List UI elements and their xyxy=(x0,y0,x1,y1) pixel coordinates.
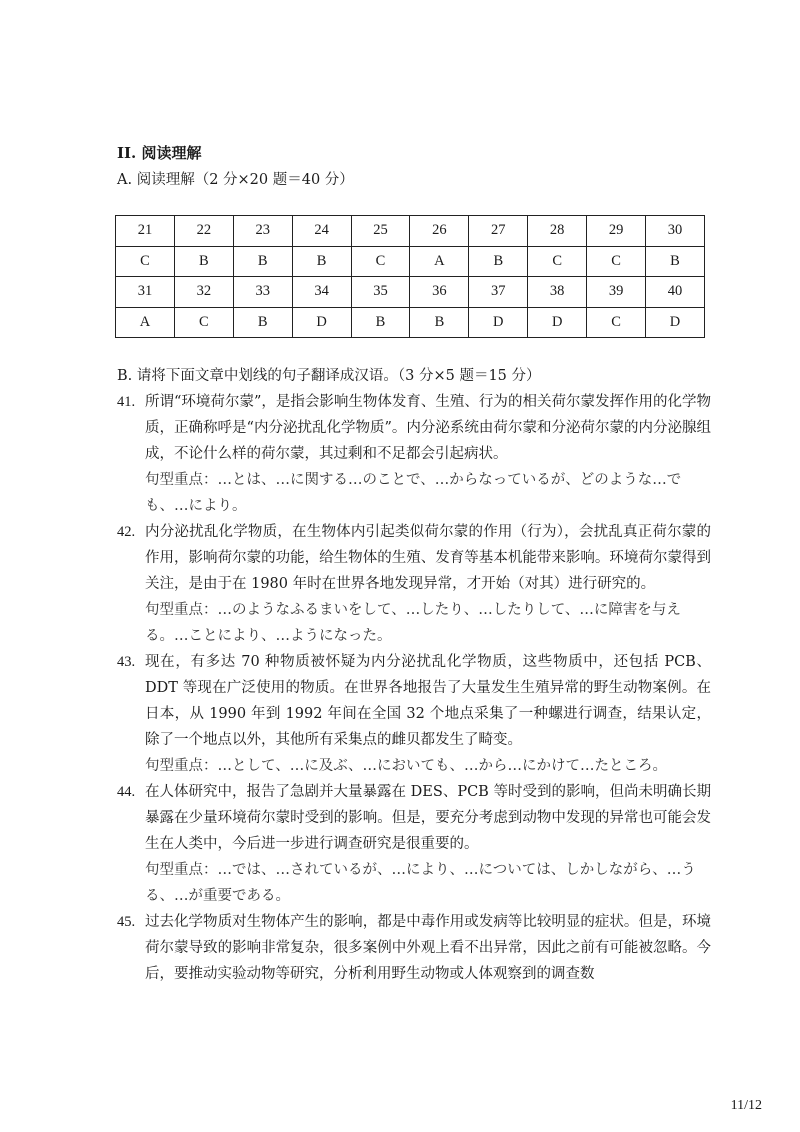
question-number-cell: 37 xyxy=(469,277,528,308)
question-number-cell: 23 xyxy=(233,216,292,247)
answer-cell: C xyxy=(174,307,233,338)
question-number-cell: 38 xyxy=(528,277,587,308)
answer-cell: B xyxy=(351,307,410,338)
question-translation: 内分泌扰乱化学物质，在生物体内引起类似荷尔蒙的作用（行为），会扰乱真正荷尔蒙的作用，影响荷尔蒙的功能，给生物体的生殖、发育等基本机能带来影响。环境荷尔蒙得到关注，是由于在 1980 年时在世界各地发现异常，才开始（对其）进行研究的。 xyxy=(145,524,711,592)
part-b-heading: B. 请将下面文章中划线的句子翻译成汉语。（3 分×5 题＝15 分） xyxy=(117,368,541,384)
answer-cell: D xyxy=(292,307,351,338)
answer-row xyxy=(116,246,705,277)
question-number-cell: 32 xyxy=(174,277,233,308)
page-number: 11/12 xyxy=(730,1098,762,1113)
question-number-cell: 25 xyxy=(351,216,410,247)
answer-cell: A xyxy=(410,246,469,277)
question-item xyxy=(117,779,711,909)
question-translation: 在人体研究中，报告了急剧并大量暴露在 DES、PCB 等时受到的影响，但尚未明确长期暴露在少量环境荷尔蒙时受到的影响。但是，要充分考虑到动物中发现的异常也可能会发生在人类中，今后进一步进行调查研究是很重要的。 xyxy=(145,784,711,852)
question-number: 41. xyxy=(117,394,136,410)
question-number-cell: 21 xyxy=(116,216,175,247)
question-number-cell: 31 xyxy=(116,277,175,308)
question-translation: 所谓“环境荷尔蒙”，是指会影响生物体发育、生殖、行为的相关荷尔蒙发挥作用的化学物质，正确称呼是“内分泌扰乱化学物质”。内分泌系统由荷尔蒙和分泌荷尔蒙的内分泌腺组成，不论什么样的荷尔蒙，其过剩和不足都会引起病状。 xyxy=(145,394,711,462)
section-title: II. 阅读理解 xyxy=(117,144,202,162)
answer-cell: B xyxy=(469,246,528,277)
question-item xyxy=(117,519,711,649)
answer-cell: B xyxy=(292,246,351,277)
answer-cell: B xyxy=(233,307,292,338)
question-number-cell: 27 xyxy=(469,216,528,247)
answer-cell: C xyxy=(587,307,646,338)
question-number-cell: 29 xyxy=(587,216,646,247)
question-number: 43. xyxy=(117,654,136,670)
answer-cell: A xyxy=(116,307,175,338)
question-number-row xyxy=(116,277,705,308)
question-list xyxy=(117,389,711,987)
answer-row xyxy=(116,307,705,338)
key-points: 句型重点：…とは、…に関する…のことで、…からなっているが、どのような…でも、…により。 xyxy=(145,472,682,514)
question-number-row xyxy=(116,216,705,247)
question-number-cell: 39 xyxy=(587,277,646,308)
question-number-cell: 40 xyxy=(646,277,705,308)
question-number: 44. xyxy=(117,784,136,800)
question-number-cell: 36 xyxy=(410,277,469,308)
question-number-cell: 34 xyxy=(292,277,351,308)
answer-cell: C xyxy=(528,246,587,277)
question-item xyxy=(117,389,711,519)
answer-cell: C xyxy=(587,246,646,277)
question-number-cell: 33 xyxy=(233,277,292,308)
question-number: 45. xyxy=(117,914,136,930)
key-points: 句型重点：…として、…に及ぶ、…においても、…から…にかけて…たところ。 xyxy=(145,758,667,774)
question-translation: 过去化学物质对生物体产生的影响，都是中毒作用或发病等比较明显的症状。但是，环境荷尔蒙导致的影响非常复杂，很多案例中外观上看不出异常，因此之前有可能被忽略。今后，要推动实验动物等研究，分析利用野生动物或人体观察到的调查数 xyxy=(145,914,711,982)
answer-cell: C xyxy=(116,246,175,277)
answer-cell: B xyxy=(410,307,469,338)
question-number-cell: 24 xyxy=(292,216,351,247)
question-number: 42. xyxy=(117,524,136,540)
key-points: 句型重点：…では、…されているが、…により、…については、しかしながら、…うる、…が重要である。 xyxy=(145,862,696,904)
answer-cell: D xyxy=(528,307,587,338)
question-number-cell: 28 xyxy=(528,216,587,247)
answer-cell: D xyxy=(646,307,705,338)
question-item xyxy=(117,909,711,987)
key-points: 句型重点：…のようなふるまいをして、…したり、…したりして、…に障害を与える。…ことにより、…ようになった。 xyxy=(145,602,681,644)
question-translation: 现在，有多达 70 种物质被怀疑为内分泌扰乱化学物质，这些物质中，还包括 PCB、DDT 等现在广泛使用的物质。在世界各地报告了大量发生生殖异常的野生动物案例。在日本，从 1990 年到 1992 年间在全国 32 个地点采集了一种螺进行调查，结果认定，除了一个地点以外，其他所有采集点的雌贝都发生了畸变。 xyxy=(145,654,711,748)
question-number-cell: 22 xyxy=(174,216,233,247)
answer-cell: B xyxy=(174,246,233,277)
answer-cell: D xyxy=(469,307,528,338)
answer-cell: B xyxy=(233,246,292,277)
question-number-cell: 35 xyxy=(351,277,410,308)
question-item xyxy=(117,649,711,779)
question-number-cell: 30 xyxy=(646,216,705,247)
answer-cell: C xyxy=(351,246,410,277)
answer-cell: B xyxy=(646,246,705,277)
part-a-heading: A. 阅读理解（2 分×20 题＝40 分） xyxy=(117,172,354,188)
answer-table xyxy=(115,215,705,338)
question-number-cell: 26 xyxy=(410,216,469,247)
